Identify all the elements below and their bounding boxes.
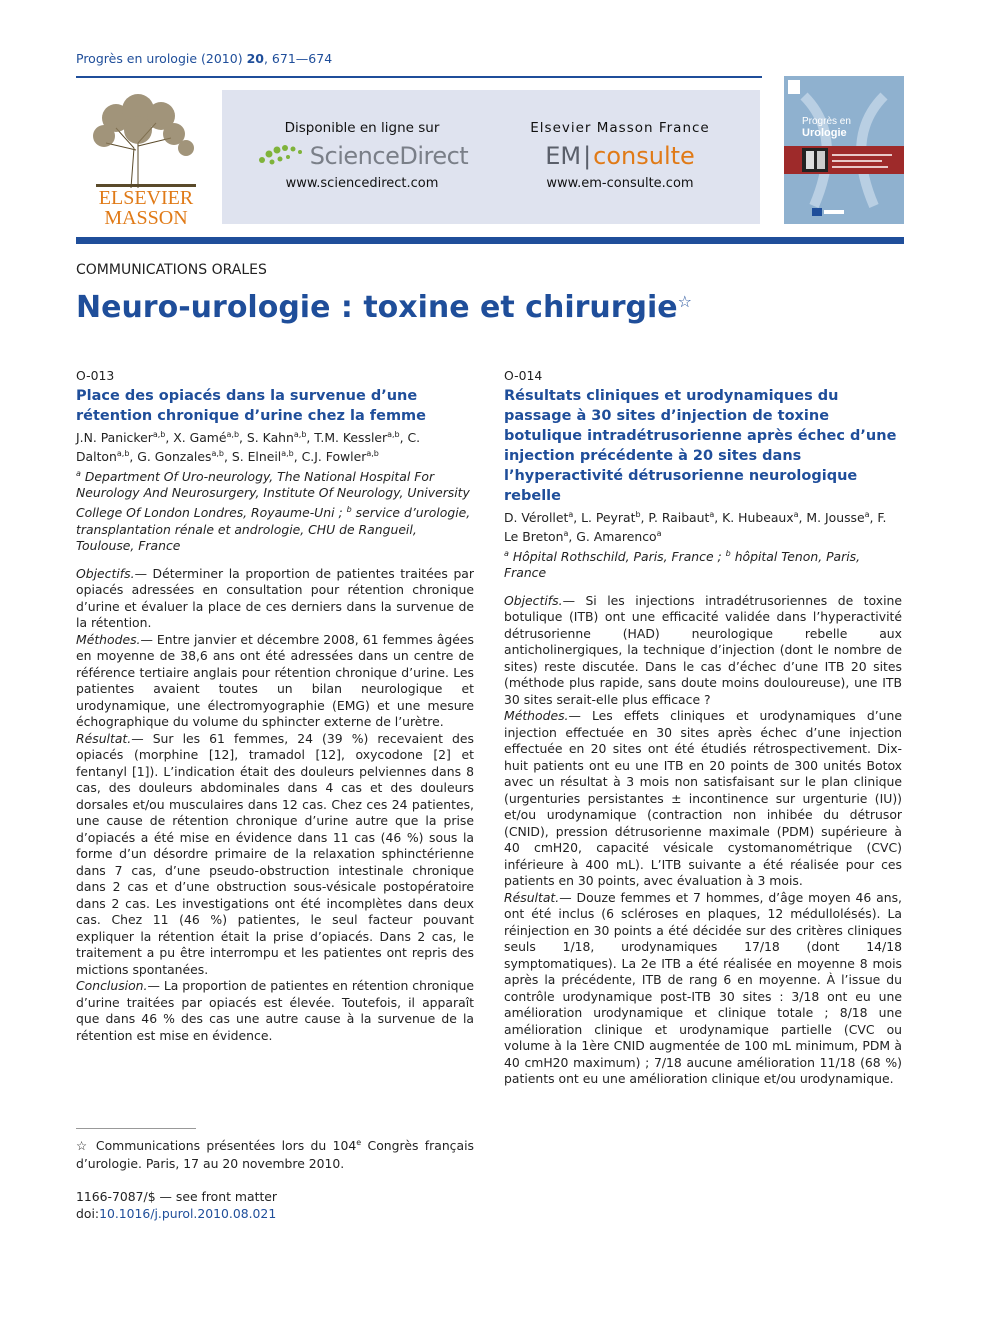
affil-mark-b: b xyxy=(346,504,352,514)
footnote-rule xyxy=(76,1128,196,1129)
sd-logo-text: ScienceDirect xyxy=(309,142,469,170)
abstract xyxy=(504,593,902,1088)
header-bottom-rule xyxy=(76,237,904,244)
author-list: D. Vérollet$^a$, L. Peyrat$^b$, P. Raibaut$^a$, K. Hubeaux$^a$, M. Jousse$^a$, F. Le Breton$^a$, G. Amarenco$^a$ xyxy=(504,509,887,545)
article-code: O-014 xyxy=(504,368,543,383)
doi-prefix: doi: xyxy=(76,1206,100,1221)
affil-mark-a: a xyxy=(504,548,509,558)
author: P. Raibaut$^a$ xyxy=(648,509,715,525)
em-consulte-url[interactable]: www.em-consulte.com xyxy=(546,176,694,191)
abstract-resultat: Résultat.— Sur les 61 femmes, 24 (39 %) recevaient des opiacés (morphine [12], tramadol [12], oxycodone [2] et fentanyl [1]). L’indication était des douleurs pelviennes dans 8 cas, des douleurs abdominales dans 4 cas et des douleurs dorsales et/ou musculaires dans 12 cas. Chez ces 24 patientes, une cause de rétention chronique d’urine autre que la prise d’opiacés a été mise en évidence dans 11 cas (46 %) sous la forme d’un désordre primaire de la relaxation sphinctérienne dans 7 cas, d’une pseudo-obstruction intestinale chronique dans 2 cas et d’une obstruction sous-vésicale postopératoire dans 2 cas. Les investigations ont été incomplètes dans deux cas. Chez 11 (46 %) patientes, le seul facteur pouvant expliquer la rétention était la prise d’opiacés. Dans 2 cas, le traitement a pu être interrompu et les patientes ont repris des mictions spontanées. xyxy=(76,730,474,977)
svg-text:Progrès en: Progrès en xyxy=(802,116,851,127)
footnote-mark: ☆ xyxy=(76,1138,90,1154)
page-title xyxy=(76,290,692,325)
em-logo-consulte: consulte xyxy=(593,142,695,170)
online-availability-banner xyxy=(222,90,760,224)
article-code: O-013 xyxy=(76,368,115,383)
abstract xyxy=(76,566,474,1045)
em-heading: Elsevier Masson France xyxy=(530,120,710,136)
affiliation-a: Department Of Uro-neurology, The National Hospital For Neurology And Neurosurgery, Institute Of Neurology, University College Of London Londres, Royaume-Uni ; xyxy=(76,468,470,520)
sciencedirect-url[interactable]: www.sciencedirect.com xyxy=(285,176,439,191)
footnote-text-end: Congrès français d’urologie. Paris, 17 au 20 novembre 2010. xyxy=(76,1138,474,1172)
tree-icon xyxy=(76,88,216,228)
journal-cover-image xyxy=(784,76,904,224)
author: J.N. Panicker$^{a,b}$ xyxy=(76,429,166,445)
article-o-013 xyxy=(76,368,474,1044)
author: X. Gamé$^{a,b}$ xyxy=(173,429,240,445)
affiliation-a: Hôpital Rothschild, Paris, France ; xyxy=(512,548,722,564)
abstract-methodes: Méthodes.— Les effets cliniques et urodynamiques d’une injection effectuée en 30 sites après échec d’une injection effectuée en 20 sites ont été étudiés rétrospectivement. Dix-huit patients ont eu une ITB en 20 points de 300 unités Botox avec un résultat à 3 mois non satisfaisant sur le plan clinique (urgenturies persistantes ± incontinence sur urgenturie (IU)) et/ou urodynamique (contraction non inhibée du détrusor (CNID), pression détrusorienne maximale (PDM) supérieure à 40 cmH20, capacité vésicale cystomanométrique (CVC) inférieure à 400 mL). L’ITB suivante a été réalisée pour ces patients en 30 points, avec évaluation à 3 mois. xyxy=(504,708,902,889)
journal-volume: 20 xyxy=(246,51,264,66)
title-footnote-mark[interactable]: ☆ xyxy=(677,292,692,311)
abstract-methodes: Méthodes.— Entre janvier et décembre 2008, 61 femmes âgées en moyenne de 38,6 ans ont été adressées dans un centre de référence tertiaire anglais pour rétention chronique d’urine. Les patientes avaient toutes un bilan neurologique et urodynamique, une électromyographie (EMG) et une mesure échographique du volume du sphincter externe de l’urètre. xyxy=(76,631,474,729)
author: G. Amarenco$^a$ xyxy=(576,529,662,545)
affil-mark-b: b xyxy=(725,548,731,558)
top-rule xyxy=(76,76,762,78)
journal-cover xyxy=(784,76,904,224)
affiliation-b: service d’urologie, transplantation rénale et andrologie, CHU de Rangueil, Toulouse, France xyxy=(76,505,471,553)
abstract-objectifs: Objectifs.— Déterminer la proportion de patientes traitées par opiacés adressées en consultation pour rétention chronique d’urine et évaluer la place de ces derniers dans la survenue de la rétention. xyxy=(76,565,474,630)
author-list: J.N. Panicker$^{a,b}$, X. Gamé$^{a,b}$, S. Kahn$^{a,b}$, T.M. Kessler$^{a,b}$, C. Dalton$^{a,b}$, G. Gonzales$^{a,b}$, S. Elneil$^{a,b}$, C.J. Fowler$^{a,b}$ xyxy=(76,429,421,465)
footnote-text: Communications présentées lors du 104 xyxy=(95,1138,357,1154)
author: D. Vérollet$^a$ xyxy=(504,509,574,525)
author: S. Elneil$^{a,b}$ xyxy=(231,449,294,465)
author: C.J. Fowler$^{a,b}$ xyxy=(301,449,379,465)
affiliations xyxy=(504,546,902,582)
article-o-014 xyxy=(504,368,902,1088)
em-consulte-block xyxy=(490,120,750,191)
footnote xyxy=(76,1134,474,1173)
author: L. Peyrat$^b$ xyxy=(581,509,641,525)
sciencedirect-block xyxy=(232,120,492,191)
author: C. Dalton$^{a,b}$ xyxy=(76,429,421,465)
article-title: Place des opiacés dans la survenue d’une rétention chronique d’urine chez la femme xyxy=(76,387,426,424)
abstract-conclusion: Conclusion.— La proportion de patientes en rétention chronique d’urine traitées par opiacés est élevée. Toutefois, il apparaît que dans 46 % des cas une autre cause à la survenue de la rétention est mise en évidence. xyxy=(76,978,474,1043)
author: F. Le Breton$^a$ xyxy=(504,509,887,545)
abstract-objectifs: Objectifs.— Si les injections intradétrusoriennes de toxine botulique (ITB) ont une efficacité validée dans l’hyperactivité détrusorienne (HAD) neurologique rebelle aux anticholinergiques, la technique d’injection (dont le nombre de sites) reste discutée. Dans le cas d’échec d’une ITB 20 sites (méthode plus rapide, sans doute moins douloureuse), une ITB 30 sites serait-elle plus efficace ? xyxy=(504,592,902,707)
em-logo-em: EM xyxy=(545,142,582,170)
author: T.M. Kessler$^{a,b}$ xyxy=(314,429,400,445)
author: K. Hubeaux$^a$ xyxy=(722,509,799,525)
issn-block xyxy=(76,1188,277,1222)
journal-name: Progrès en urologie (2010) xyxy=(76,51,243,66)
sciencedirect-logo xyxy=(232,140,492,172)
author: G. Gonzales$^{a,b}$ xyxy=(137,449,224,465)
elsevier-masson-logo xyxy=(76,88,216,228)
svg-text:ELSEVIER: ELSEVIER xyxy=(98,187,194,209)
sd-heading: Disponible en ligne sur xyxy=(284,120,440,136)
affiliation-b: hôpital Tenon, Paris, France xyxy=(504,548,861,581)
em-consulte-logo xyxy=(490,140,750,172)
journal-citation xyxy=(76,51,332,66)
abstract-resultat: Résultat.— Douze femmes et 7 hommes, d’âge moyen 46 ans, ont été inclus (6 scléroses en plaques, 12 médullolésés). La réinjection en 30 points a été décidée sur des critères cliniques seuls 1/18, urodynamiques 17/18 (dont 14/18 symptomatiques). La 2e ITB a été réalisée en moyenne 8 mois après la précédente, ITB de rang 6 en moyenne. À l’issue du contrôle urodynamique post-ITB 30 sites : 3/18 ont eu une amélioration urodynamique et clinique totale ; 8/18 une amélioration clinique et urodynamique partielle (CVC ou volume à la 1ère CNID augmentée de 100 mL minimum, PDM à 40 cmH20 maximum) ; 7/18 aucune amélioration 11/18 (68 %) patients ont eu une amélioration clinique et/ou urodynamique. xyxy=(504,889,902,1087)
svg-text:Urologie: Urologie xyxy=(802,127,847,139)
footnote-sup: e xyxy=(356,1138,362,1147)
article-title: Résultats cliniques et urodynamiques du passage à 30 sites d’injection de toxine botulique intradétrusorienne après échec d’une injection précédente à 20 sites dans l’hyperactivité détrusorienne neurologique rebelle xyxy=(504,387,897,504)
em-logo-divider: | xyxy=(583,142,592,170)
journal-pages: , 671—674 xyxy=(263,51,333,66)
affiliations xyxy=(76,466,474,555)
author: M. Jousse$^a$ xyxy=(806,509,870,525)
doi-line xyxy=(76,1205,277,1222)
section-label: COMMUNICATIONS ORALES xyxy=(76,262,267,278)
issn-line: 1166-7087/$ — see front matter xyxy=(76,1189,278,1204)
sciencedirect-leaf-icon xyxy=(256,142,304,170)
svg-text:MASSON: MASSON xyxy=(104,207,188,228)
affil-mark-a: a xyxy=(76,468,81,478)
page-title-text: Neuro-urologie : toxine et chirurgie xyxy=(76,290,678,325)
author: S. Kahn$^{a,b}$ xyxy=(246,429,307,445)
doi-link[interactable]: 10.1016/j.purol.2010.08.021 xyxy=(99,1206,277,1221)
